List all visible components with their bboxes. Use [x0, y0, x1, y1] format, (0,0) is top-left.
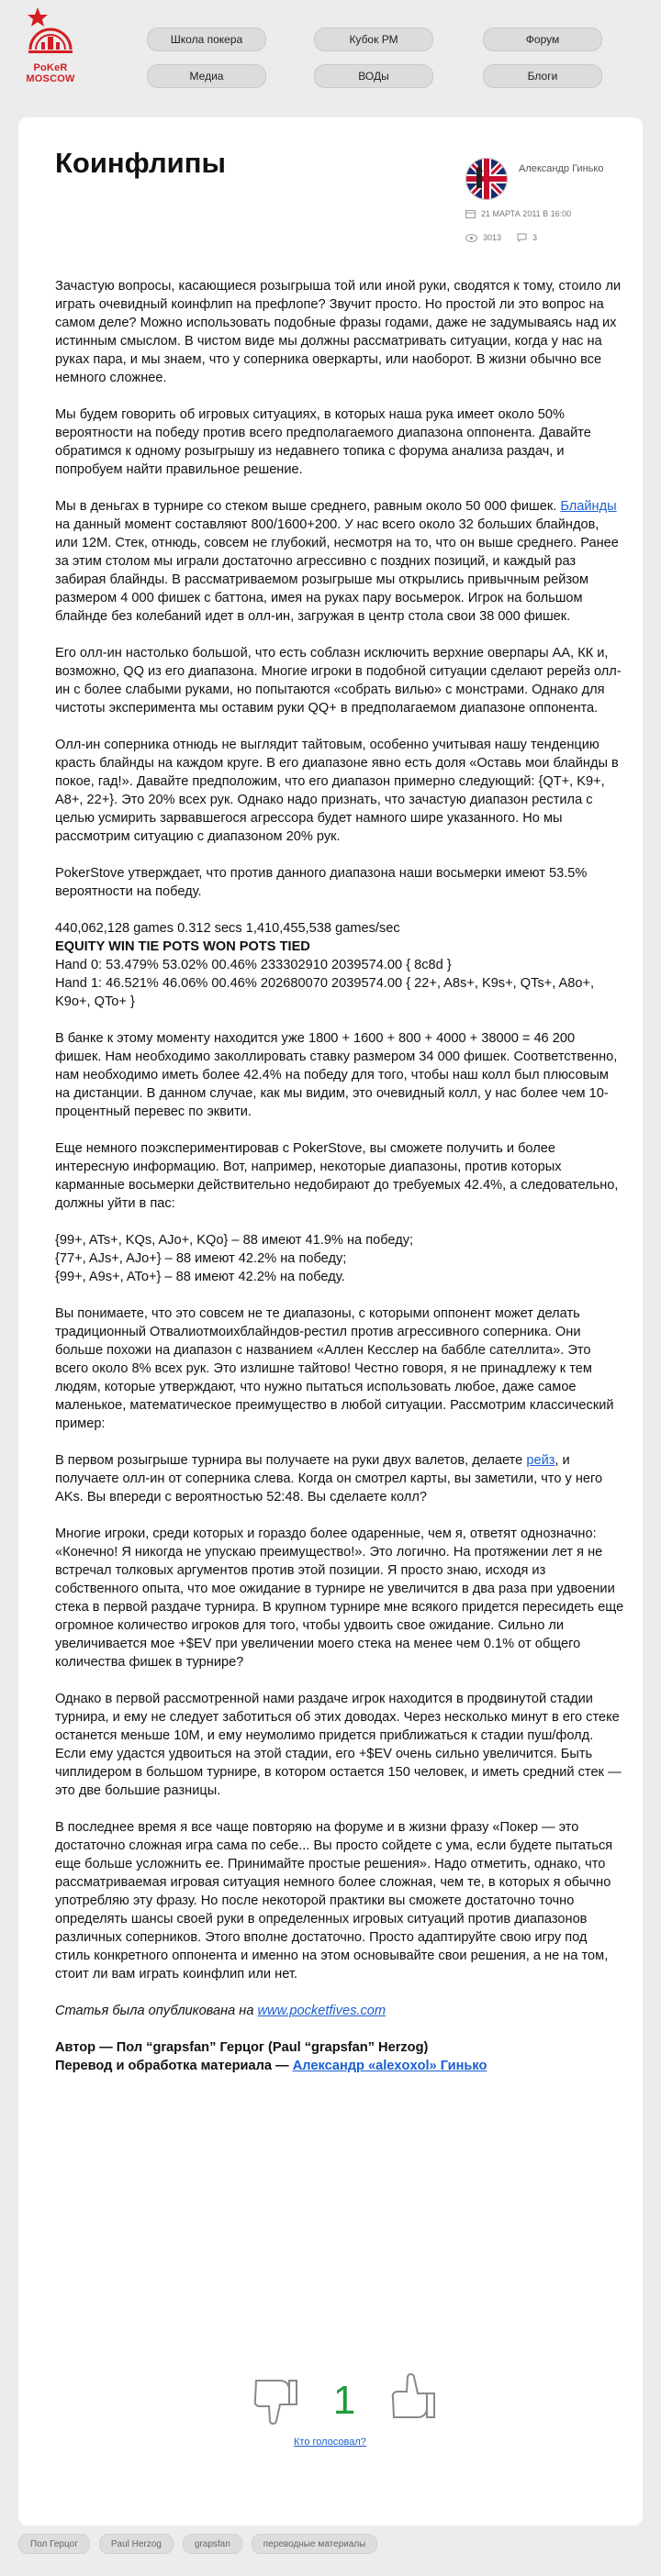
- paragraph: Вы понимаете, что это совсем не те диапазоны, с которыми оппонент может делать традиционный Отвалиотмоихблайндов-рестил против агрессивного соперника. Они больше похожи на диапазон с названием «Аллен Кесслер на баббле сателлита». Это всего около 8% всех рук. Это излишне тайтово! Честно говоря, я не принадлежу к тем людям, которые утверждают, что нужно пытаться использовать любое, даже самое маленькое, математическое преимущество в любой ситуации. Рассмотрим классический пример:: [55, 1306, 614, 1431]
- views-count: 3013: [483, 233, 502, 242]
- site-header: [0, 0, 661, 101]
- site-logo[interactable]: [17, 6, 84, 84]
- range-item: {99+, A9s+, ATo+} – 88 имеют 42.2% на победу.: [55, 1270, 345, 1284]
- published-note: Статья была опубликована на www.pocketfives.com: [55, 2004, 387, 2018]
- comments-counter[interactable]: [517, 233, 537, 242]
- paragraph: В последнее время я все чаще повторяю на форуме и в жизни фразу «Покер — это достаточно сложная игра сама по себе... Вы просто сойдете с ума, если будете пытаться еще больше усложнить ее. Принимайте простые решения». Надо отметить, однако, что рассматриваемая игровая ситуация немного более сложная, чем те, в которых я обычно употребляю эту фразу. Но после некоторой практики вы сможете достаточно точно определять шансы своей руки в определенных игровых ситуаций против диапазонов различных соперников. Этого вполне достаточно. Просто адаптируйте свою игру под стиль конкретного оппонента и именно на этом основывайте свои решения, а не на том, стоит ли вам играть коинфлип или нет.: [55, 1820, 613, 1982]
- tag-item[interactable]: Пол Герцог: [18, 2534, 90, 2554]
- views-counter: [465, 233, 501, 242]
- comment-icon: [517, 233, 527, 242]
- source-link[interactable]: www.pocketfives.com: [257, 2004, 387, 2018]
- article-date: [465, 209, 571, 218]
- pokerstove-games-line: 440,062,128 games 0.312 secs 1,410,455,538 games/sec: [55, 921, 400, 936]
- uk-flag-avatar-icon: [466, 159, 507, 199]
- logo-text-moscow: MOSCOW: [26, 73, 75, 84]
- paragraph: Зачастую вопросы, касающиеся розыгрыша той или иной руки, сводятся к тому, стоило ли играть очевидный коинфлип на префлопе? Звучит просто. Но простой ли это вопрос на самом деле? Можно использовать подобные фразы годами, даже не задумываясь над их истинным смыслом. В чистом виде мы должны рассматривать ситуации, когда у нас на руках пара, и мы знаем, что у соперника оверкарты, или наоборот. В жизни обычно все немного сложнее.: [55, 279, 622, 385]
- who-voted-link[interactable]: Кто голосовал?: [294, 2437, 366, 2448]
- translator-link[interactable]: Александр «alexoxol» Гинько: [292, 2059, 487, 2073]
- date-text: 21 МАРТА 2011 В 16:00: [481, 209, 572, 218]
- calendar-icon: [465, 209, 476, 218]
- paragraph: PokerStove утверждает, что против данного диапазона наши восьмерки имеют 53.5% вероятности на победу.: [55, 866, 588, 899]
- paragraph: В первом розыгрыше турнира вы получаете на руки двух валетов, делаете рейз, и получаете олл-ин от соперника слева. Когда он смотрел карты, вы заметили, что у него AKs. Вы впереди с вероятностью 52:48. Вы сделаете колл?: [55, 1453, 603, 1505]
- vote-count: 1: [332, 2378, 356, 2423]
- paragraph: Мы будем говорить об игровых ситуациях, в которых наша рука имеет около 50% вероятности на победу против всего предполагаемого диапазона оппонента. Давайте обратимся к одному розыгрышу из недавнего топика с форума анализа раздач, и попробуем найти правильное решение.: [55, 407, 591, 477]
- nav-vody[interactable]: ВОДы: [314, 64, 433, 88]
- raise-link[interactable]: рейз: [526, 1453, 555, 1468]
- logo-emblem-icon: [23, 6, 78, 62]
- credit-translation: Перевод и обработка материала — Александр «alexoxol» Гинько: [55, 2059, 487, 2073]
- paragraph: Мы в деньгах в турнире со стеком выше среднего, равным около 50 000 фишек. Блайнды на данный момент составляют 800/1600+200. У нас всего около 32 больших блайндов, или 12M. Стек, отнюдь, совсем не глубокий, несмотря на то, что он выше среднего. Ранее за этим столом мы играли достаточно агрессивно с поздних позиций, и каждый раз забирая блайнды. В рассматриваемом розыгрыше мы открылись привычным рейзом размером 4 000 фишек с баттона, имея на руках пару восьмерок. Игрок на большом блайнде без колебаний идет в олл-ин, загружая в центр стола свои 38 000 фишек.: [55, 499, 619, 624]
- pokerstove-header: EQUITY WIN TIE POTS WON POTS TIED: [55, 939, 310, 954]
- paragraph: Олл-ин соперника отнюдь не выглядит тайтовым, особенно учитывая нашу тенденцию красть блайнды на каждом круге. В его диапазоне явно есть доля «Оставь мои блайнды в покое, гад!». Давайте предположим, что его диапазон примерно следующий: {QT+, K9+, A8+, 22+}. Это 20% всех рук. Однако надо признать, что зачастую диапазон рестила с целью усмирить зарвавшегося агрессора будет намного шире указанного. Но мы рассмотрим ситуацию с диапазоном 20% рук.: [55, 738, 619, 844]
- nav-forum[interactable]: Форум: [483, 28, 602, 51]
- article-card: [18, 117, 643, 2526]
- thumbs-up-icon[interactable]: [390, 2370, 436, 2421]
- article-body: [55, 277, 624, 2075]
- paragraph: Многие игроки, среди которых и гораздо более одаренные, чем я, ответят однозначно: «Конечно! Я никогда не упускаю преимущество!». Это логично. На протяжении лет я не встречал толковых аргументов против этой позиции. Я просто знаю, исходя из собственного опыта, что мое ожидание в турнире не увеличится в два раза при удвоении стека в первой раздаче турнира. В крупном турнире мне всякого придется пересидеть еще огромное количество игроков для того, чтобы удвоить свое ожидание. Сильно ли увеличивается мое +$EV при увеличении моего стека на менее чем 0.1% от общего количества фишек в турнире?: [55, 1527, 624, 1670]
- credit-author: Автор — Пол “grapsfan” Герцог (Paul “grapsfan” Herzog): [55, 2040, 429, 2055]
- range-item: {77+, AJs+, AJo+} – 88 имеют 42.2% на победу;: [55, 1251, 347, 1266]
- blinds-link[interactable]: Блайнды: [560, 499, 617, 514]
- eye-icon: [465, 234, 477, 242]
- logo-text-poker: PoKeR: [33, 62, 68, 73]
- nav-media[interactable]: Медиа: [147, 64, 266, 88]
- thumbs-down-icon[interactable]: [252, 2377, 298, 2428]
- paragraph: Его олл-ин настолько большой, что есть соблазн исключить верхние оверпары АА, КК и, возможно, QQ из его диапазона. Многие игроки в подобной ситуации сделают ререйз олл-ин с более слабыми руками, но попытаются «собрать вилью» с монстрами. Однако для чистоты эксперимента мы оставим руки QQ+ в предполагаемом диапазоне оппонента.: [55, 646, 622, 716]
- pokerstove-hand0: Hand 0: 53.479% 53.02% 00.46% 233302910 2039574.00 { 8c8d }: [55, 958, 452, 972]
- paragraph: Еще немного поэкспериментировав с PokerStove, вы сможете получить и более интересную информацию. Вот, например, некоторые диапазоны, против которых карманные восьмерки действительно недобирают до требуемых 42.4%, а следовательно, должны уйти в пас:: [55, 1141, 619, 1211]
- author-name[interactable]: Александр Гинько: [519, 163, 604, 174]
- pokerstove-hand1: Hand 1: 46.521% 46.06% 00.46% 202680070 2039574.00 { 22+, A8s+, K9s+, QTs+, A8o+, K9o+, QTo+ }: [55, 976, 595, 1009]
- author-avatar[interactable]: [465, 158, 508, 200]
- paragraph: В банке к этому моменту находится уже 1800 + 1600 + 800 + 4000 + 38000 = 46 200 фишек. Нам необходимо заколлировать ставку размером 34 000 фишек. Соответственно, нам необходимо иметь более 42.4% на победу для того, чтобы наш колл был плюсовым на дистанции. В данном случае, как мы видим, это очевидный колл, у нас более чем 10-процентный перевес по эквити.: [55, 1031, 618, 1119]
- nav-cup-rm[interactable]: Кубок РМ: [314, 28, 433, 51]
- range-item: {99+, ATs+, KQs, AJo+, KQo} – 88 имеют 41.9% на победу;: [55, 1233, 414, 1248]
- tag-item[interactable]: Paul Herzog: [99, 2534, 174, 2554]
- vote-widget: [252, 2370, 436, 2434]
- tag-item[interactable]: переводные материалы: [252, 2534, 378, 2554]
- tag-list: [18, 2534, 377, 2554]
- comments-count: 3: [532, 233, 538, 242]
- nav-poker-school[interactable]: Школа покера: [147, 28, 266, 51]
- tag-item[interactable]: grapsfan: [183, 2534, 242, 2554]
- article-title: Коинфлипы: [55, 147, 226, 179]
- nav-blogs[interactable]: Блоги: [483, 64, 602, 88]
- paragraph: Однако в первой рассмотренной нами раздаче игрок находится в продвинутой стадии турнира, и ему не следует заботиться об этих доводах. Через несколько минут в его стеке останется меньше 10M, и ему неумолимо придется приближаться к стадии пуш/фолд. Если ему удастся удвоиться на этой стадии, его +$EV очень сильно увеличится. Быть чиплидером в большом турнире, в котором остается 150 человек, и иметь средний стек — это две большие разницы.: [55, 1692, 622, 1798]
